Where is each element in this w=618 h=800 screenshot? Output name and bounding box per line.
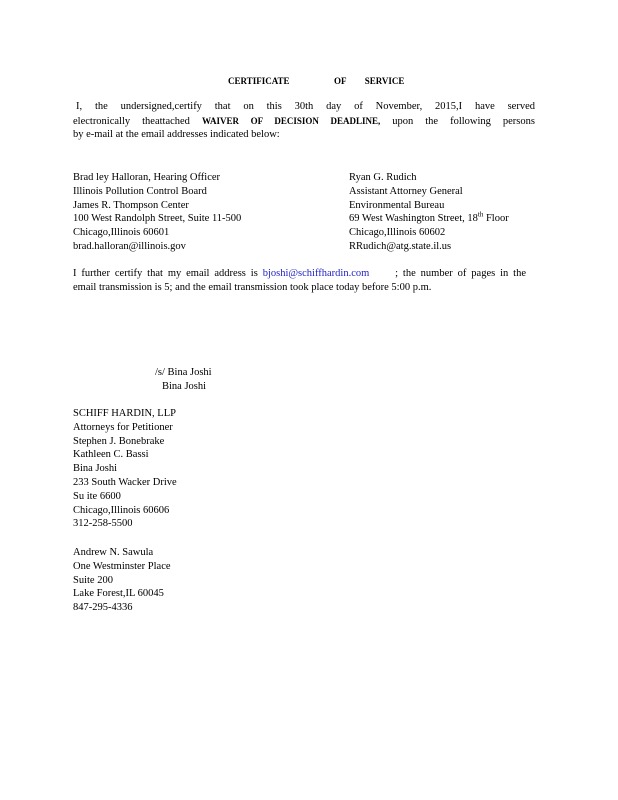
document-title: WAIVER OF DECISION DEADLINE, (201, 116, 381, 126)
recipient-right-line: Assistant Attorney General (349, 185, 463, 197)
firm-line: Attorneys for Petitioner (73, 421, 173, 433)
recipient-left-line: James R. Thompson Center (73, 199, 189, 211)
intro-paragraph (73, 100, 535, 142)
signature-name: Bina Joshi (162, 381, 207, 392)
electronic-signature: /s/ Bina Joshi (155, 367, 212, 378)
recipient-right-street: 69 West Washington Street, 18 (349, 213, 478, 225)
recipient-right-block (349, 171, 509, 254)
firm-name: SCHIFF HARDIN, LLP (73, 408, 176, 419)
firm-line: Kathleen C. Bassi (73, 449, 149, 461)
certify-line-2: email transmission is 5; and the email transmission took place today before 5:00 p.m. (73, 282, 432, 293)
address2-phone: 847-295-4336 (73, 602, 133, 614)
certify-line-1-end: ; the number of pages in the (395, 268, 526, 279)
certify-line-1 (73, 267, 526, 281)
title-word-service: SERVICE (364, 76, 405, 86)
firm-line: Bina Joshi (73, 463, 118, 475)
intro-line-2-end: upon the following persons (392, 116, 535, 127)
firm-block (73, 407, 177, 531)
recipient-right-email: RRudich@atg.state.il.us (349, 240, 452, 252)
intro-line-2 (73, 114, 535, 128)
intro-line-3: by e-mail at the email addresses indicated below: (73, 129, 280, 140)
recipient-left-line: Illinois Pollution Control Board (73, 185, 207, 197)
firm-line: Stephen J. Bonebrake (73, 435, 165, 447)
intro-line-2-start: electronically theattached (73, 116, 190, 127)
firm-line: Su ite 6600 (73, 490, 121, 502)
certificate-title (228, 74, 404, 88)
recipient-left-block (73, 171, 241, 254)
firm-line: 233 South Wacker Drive (73, 476, 177, 488)
firm-phone: 312-258-5500 (73, 518, 133, 530)
recipient-right-line: Ryan G. Rudich (349, 172, 417, 183)
recipient-left-email: brad.halloran@illinois.gov (73, 240, 186, 252)
certify-paragraph (73, 267, 526, 295)
intro-line-1: I, the undersigned,certify that on this 30th day of November, 2015,I have served (76, 101, 535, 112)
recipient-right-line: Environmental Bureau (349, 199, 445, 211)
address2-line: Andrew N. Sawula (73, 547, 154, 558)
recipient-left-line: 100 West Randolph Street, Suite 11-500 (73, 213, 242, 225)
recipient-right-line: Chicago,Illinois 60602 (349, 227, 446, 239)
ordinal-suffix: th (477, 210, 484, 219)
email-link[interactable]: bjoshi@schiffhardin.com (262, 268, 370, 279)
title-word-of: OF (334, 76, 347, 86)
address2-line: One Westminster Place (73, 560, 171, 572)
title-word-certificate: CERTIFICATE (228, 76, 290, 86)
recipient-left-line: Chicago,Illinois 60601 (73, 227, 170, 239)
recipient-right-floor: Floor (485, 213, 509, 225)
address2-line: Lake Forest,IL 60045 (73, 588, 164, 600)
address2-line: Suite 200 (73, 574, 113, 586)
recipient-left-line: Brad ley Halloran, Hearing Officer (73, 172, 221, 183)
recipient-right-address-line (349, 212, 509, 226)
second-address-block (73, 546, 171, 615)
certify-line-1-start: I further certify that my email address is (73, 268, 258, 279)
firm-line: Chicago,Illinois 60606 (73, 504, 170, 516)
